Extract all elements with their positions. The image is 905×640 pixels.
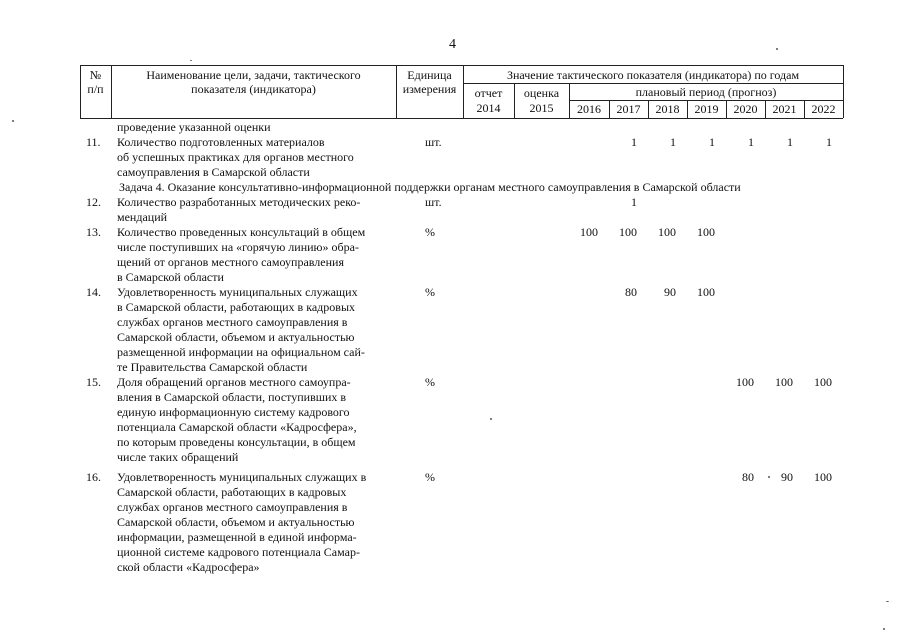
header-year: 2022 <box>811 102 836 116</box>
row-unit: шт. <box>425 135 442 149</box>
header-name-label: Наименование цели, задачи, тактического <box>146 68 361 82</box>
header-year: 2019 <box>694 102 719 116</box>
header-unit-label: Единица <box>407 68 452 82</box>
row-value: 90 <box>781 470 793 484</box>
scan-speck <box>886 601 889 602</box>
row-name-line: Количество подготовленных материалов <box>117 135 325 149</box>
row-name-line: потенциала Самарской области «Кадросфера», <box>117 420 357 434</box>
header-bottom-border <box>80 118 843 119</box>
col-border <box>843 65 844 118</box>
row-number: 12. <box>86 195 101 209</box>
row-name-line: числе поступивших на «горячую линию» обра- <box>117 240 359 254</box>
row-unit: шт. <box>425 195 442 209</box>
scan-speck <box>883 628 885 630</box>
row-name-line: службах органов местного самоуправления в <box>117 315 348 329</box>
row-value: 1 <box>748 135 754 149</box>
header-estimate-year: 2015 <box>529 101 554 115</box>
row-value: 100 <box>619 225 637 239</box>
header-top-border <box>80 65 843 66</box>
header-planned-title: плановый период (прогноз) <box>635 85 777 99</box>
row-value: 100 <box>697 285 715 299</box>
row-number: 15. <box>86 375 101 389</box>
row-unit: % <box>425 285 435 299</box>
header-unit-label: измерения <box>402 82 457 96</box>
row-number: 11. <box>86 135 101 149</box>
row-name-line: Самарской области, объемом и актуальностью <box>117 515 355 529</box>
row-name-line: вления в Самарской области, поступивших в <box>117 390 347 404</box>
row-name-line: Самарской области, объемом и актуальностью <box>117 330 355 344</box>
row-value: 100 <box>697 225 715 239</box>
scan-speck <box>776 48 778 50</box>
row-name-line: ционной системе кадрового потенциала Самар- <box>117 545 360 559</box>
row-value: 1 <box>631 135 637 149</box>
row-name-line: числе таких обращений <box>117 450 239 464</box>
row-name-line: Количество разработанных методических реко- <box>117 195 361 209</box>
row-value: 100 <box>736 375 754 389</box>
row-name-line: щений от органов местного самоуправления <box>117 255 344 269</box>
row-name-line: те Правительства Самарской области <box>117 360 308 374</box>
row-name-line: размещенной информации на официальном сай- <box>117 345 365 359</box>
scan-speck <box>190 60 192 61</box>
row-value: 100 <box>814 375 832 389</box>
row-name-line: Удовлетворенность муниципальных служащих в <box>117 470 367 484</box>
header-num-label: п/п <box>87 82 104 96</box>
row-name-line: самоуправления в Самарской области <box>117 165 310 179</box>
row-value: 1 <box>787 135 793 149</box>
row-name-line: информации, размещенной в единой информа- <box>117 530 357 544</box>
row-name-line: в Самарской области, работающих в кадровых <box>117 300 356 314</box>
row-name-line: мендаций <box>117 210 168 224</box>
row-value: 100 <box>580 225 598 239</box>
row-name-line: единую информационную систему кадрового <box>117 405 350 419</box>
header-planned-divider <box>569 100 843 101</box>
row-name-line: службах органов местного самоуправления в <box>117 500 348 514</box>
row-value: 90 <box>664 285 676 299</box>
header-year: 2018 <box>655 102 680 116</box>
row-value: 80 <box>742 470 754 484</box>
header-report-label: отчет <box>474 86 503 100</box>
row-value: 1 <box>670 135 676 149</box>
row-name-line: в Самарской области <box>117 270 224 284</box>
row-value: 80 <box>625 285 637 299</box>
row-value: 100 <box>814 470 832 484</box>
header-year: 2020 <box>733 102 758 116</box>
header-report-year: 2014 <box>476 101 501 115</box>
row-name-line: Доля обращений органов местного самоупра- <box>117 375 351 389</box>
row-name-line: Количество проведенных консультаций в общем <box>117 225 366 239</box>
header-values-title: Значение тактического показателя (индикатора) по годам <box>506 68 800 82</box>
header-year: 2016 <box>577 102 601 116</box>
row-value: 1 <box>631 195 637 209</box>
row-name-line: ской области «Кадросфера» <box>117 560 260 574</box>
row-number: 14. <box>86 285 101 299</box>
row-value: 100 <box>775 375 793 389</box>
row-unit: % <box>425 375 435 389</box>
row-unit: % <box>425 225 435 239</box>
header-num-label: № <box>89 68 102 82</box>
page-number: 4 <box>449 37 456 52</box>
scan-speck <box>768 476 770 478</box>
header-name-label: показателя (индикатора) <box>191 82 316 96</box>
row-unit: % <box>425 470 435 484</box>
scan-speck <box>490 418 492 420</box>
header-year: 2021 <box>772 102 797 116</box>
row-number: 16. <box>86 470 101 484</box>
row-name-line: по которым проведены консультации, в общем <box>117 435 356 449</box>
task-heading: Задача 4. Оказание консультативно-информационной поддержки органам местного самоуправления в Самарской области <box>119 180 741 194</box>
header-estimate-label: оценка <box>523 86 560 100</box>
row-name-line: об успешных практиках для органов местного <box>117 150 354 164</box>
continuation-line: проведение указанной оценки <box>117 120 271 134</box>
row-value: 1 <box>826 135 832 149</box>
row-value: 100 <box>658 225 676 239</box>
scan-speck <box>12 120 14 122</box>
row-name-line: Самарской области, работающих в кадровых <box>117 485 347 499</box>
row-number: 13. <box>86 225 101 239</box>
row-name-line: Удовлетворенность муниципальных служащих <box>117 285 358 299</box>
header-values-divider <box>463 83 843 84</box>
row-value: 1 <box>709 135 715 149</box>
header-year: 2017 <box>616 102 641 116</box>
